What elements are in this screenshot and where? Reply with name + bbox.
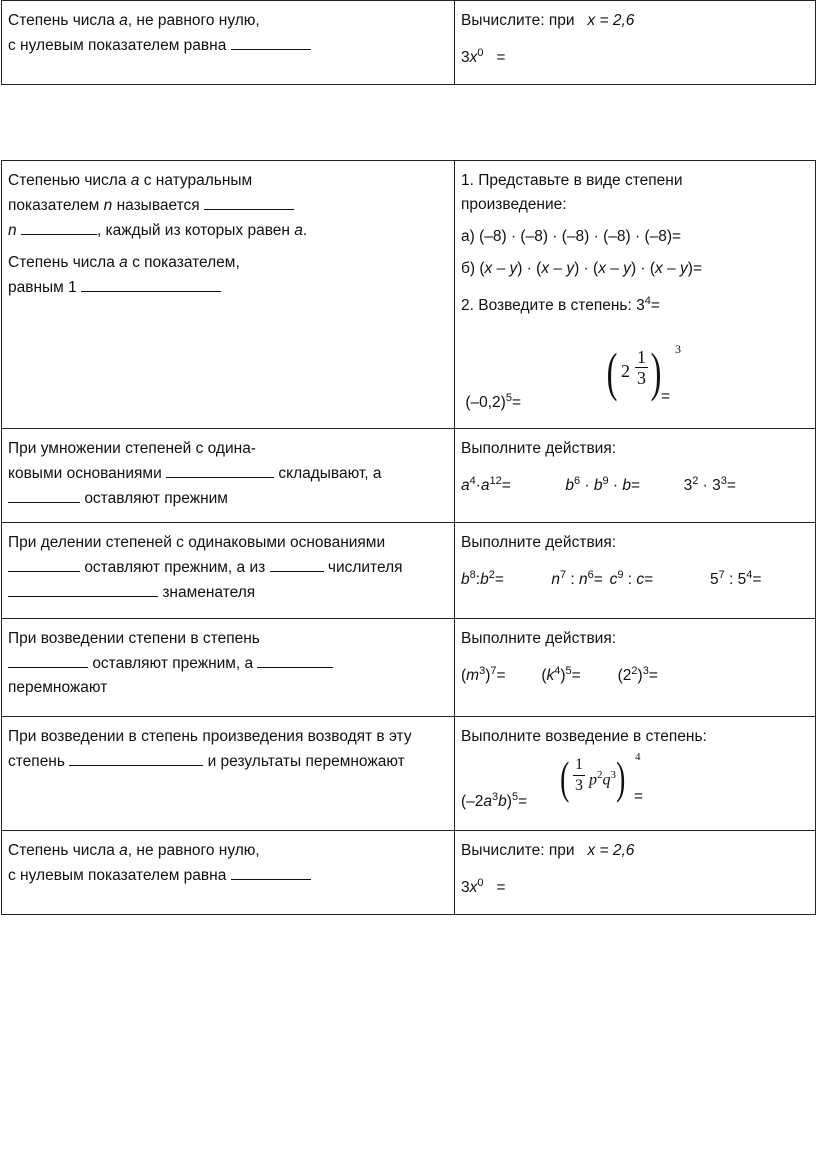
- exercise-expression: $3x^0$ =: [461, 877, 506, 897]
- exercise-cell: [455, 717, 816, 831]
- answer-blank[interactable]: [231, 33, 311, 50]
- rule-cell: [2, 717, 455, 831]
- expression-b: (k4)5=: [541, 665, 581, 685]
- expression-a: b8:b2=: [461, 569, 504, 589]
- rule-text: равным 1: [8, 275, 448, 300]
- rule-text: Степень числа a, не равного нулю,: [8, 12, 260, 29]
- answer-blank[interactable]: [69, 749, 203, 766]
- rule-text: n , каждый из которых равен a.: [8, 218, 448, 243]
- equals-sign: =: [634, 788, 644, 805]
- answer-blank[interactable]: [81, 275, 221, 292]
- table-zero-exponent-top: [1, 0, 816, 85]
- rule-text: с нулевым показателем равна: [8, 33, 448, 58]
- answer-blank[interactable]: [8, 486, 80, 503]
- rule-cell: [2, 161, 455, 429]
- answer-blank[interactable]: [8, 580, 158, 597]
- task-title: Выполните возведение в степень:: [461, 728, 707, 745]
- task-2-title: 2. Возведите в степень: $3^4=$: [461, 295, 660, 315]
- negative-power-expression: $(-0,2)^5=$: [465, 392, 521, 412]
- rule-text: показателем n называется: [8, 193, 448, 218]
- exercise-cell: [455, 429, 816, 523]
- exercise-cell: [455, 161, 816, 429]
- exercise-text: Вычислите: при x = 2,6: [461, 842, 635, 859]
- task-title: Выполните действия:: [461, 534, 617, 551]
- expression-a: (m3)7=: [461, 665, 506, 685]
- answer-blank[interactable]: [257, 651, 333, 668]
- rule-text: При возведении степени в степень: [8, 630, 260, 647]
- variable-p: $p^2q^3$: [589, 769, 616, 789]
- rule-text: При делении степеней с одинаковыми основаниями: [8, 534, 386, 551]
- rule-text: Степень числа a, не равного нулю,: [8, 842, 260, 859]
- product-power-expression: $(-2a^3b)^5=$: [461, 791, 528, 811]
- rule-text: оставляют прежним, а: [8, 651, 448, 676]
- exercise-expressions: [461, 469, 809, 498]
- rule-text: При умножении степеней с одина-: [8, 440, 256, 457]
- exercise-cell: [455, 619, 816, 717]
- task-title: Выполните действия:: [461, 440, 617, 457]
- fraction: $\frac{1}{3}$: [575, 756, 583, 794]
- rule-text: Степенью числа a с натуральным: [8, 172, 253, 189]
- rule-text: степень и результаты перемножают: [8, 749, 448, 774]
- task-title: 1. Представьте в виде степени: [461, 172, 683, 189]
- rule-text: с нулевым показателем равна: [8, 863, 448, 888]
- task-title: произведение:: [461, 196, 567, 213]
- mixed-exponent: 3: [675, 342, 681, 356]
- rule-text: знаменателя: [8, 580, 448, 605]
- equals-sign: =: [661, 388, 671, 405]
- expression-c: (22)3=: [617, 665, 658, 685]
- rule-cell: [2, 429, 455, 523]
- exercise-expressions: [461, 563, 809, 592]
- expression-a: a4·a12=: [461, 475, 511, 495]
- mixed-fraction: $\frac{1}{3}$: [637, 347, 646, 388]
- rule-text: Степень числа a с показателем,: [8, 254, 240, 271]
- task-item-a: а) (–8) · (–8) · (–8) · (–8) · (–8)=: [461, 228, 682, 245]
- rule-cell: [2, 523, 455, 619]
- exercise-expression: $3x^0$ =: [461, 47, 506, 67]
- rule-text: оставляют прежним, а из числителя: [8, 555, 448, 580]
- exercise-cell: [455, 523, 816, 619]
- rule-text: оставляют прежним: [8, 486, 448, 511]
- table-power-rules: [1, 160, 816, 915]
- rule-cell: [2, 619, 455, 717]
- answer-blank[interactable]: [8, 555, 80, 572]
- left-paren: (: [560, 752, 570, 803]
- answer-blank[interactable]: [270, 555, 324, 572]
- expression-b: b6 · b9 · b=: [565, 475, 641, 495]
- exercise-expressions: [461, 659, 809, 688]
- rule-cell: [2, 1, 455, 85]
- answer-blank[interactable]: [8, 651, 88, 668]
- mixed-whole: 2: [621, 361, 630, 381]
- rule-cell: [2, 831, 455, 915]
- rule-text: перемножают: [8, 679, 108, 696]
- rule-text: При возведении в степень произведения возводят в эту: [8, 728, 412, 745]
- task-item-b: б) (x – y) · (x – y) · (x – y) · (x – y)=: [461, 260, 702, 277]
- answer-blank[interactable]: [231, 863, 311, 880]
- exercise-text: Вычислите: при x = 2,6: [461, 12, 635, 29]
- exercise-cell: [455, 831, 816, 915]
- answer-blank[interactable]: [204, 193, 294, 210]
- right-paren: ): [616, 752, 626, 803]
- fraction-power-expression: [560, 749, 673, 809]
- expression-c: 32 · 33=: [683, 475, 736, 495]
- expression-b: n7 : n6=: [551, 569, 603, 589]
- task-title: Выполните действия:: [461, 630, 617, 647]
- answer-blank[interactable]: [166, 461, 274, 478]
- rule-text: ковыми основаниями складывают, а: [8, 461, 448, 486]
- answer-blank[interactable]: [21, 218, 97, 235]
- expression-c: c9 : c=: [609, 569, 654, 589]
- left-paren: (: [606, 342, 618, 402]
- mixed-number-power: [603, 341, 743, 405]
- outer-exponent: 4: [635, 751, 641, 763]
- right-paren: ): [650, 342, 662, 402]
- expression-d: 57 : 54=: [709, 569, 762, 589]
- exercise-cell: [455, 1, 816, 85]
